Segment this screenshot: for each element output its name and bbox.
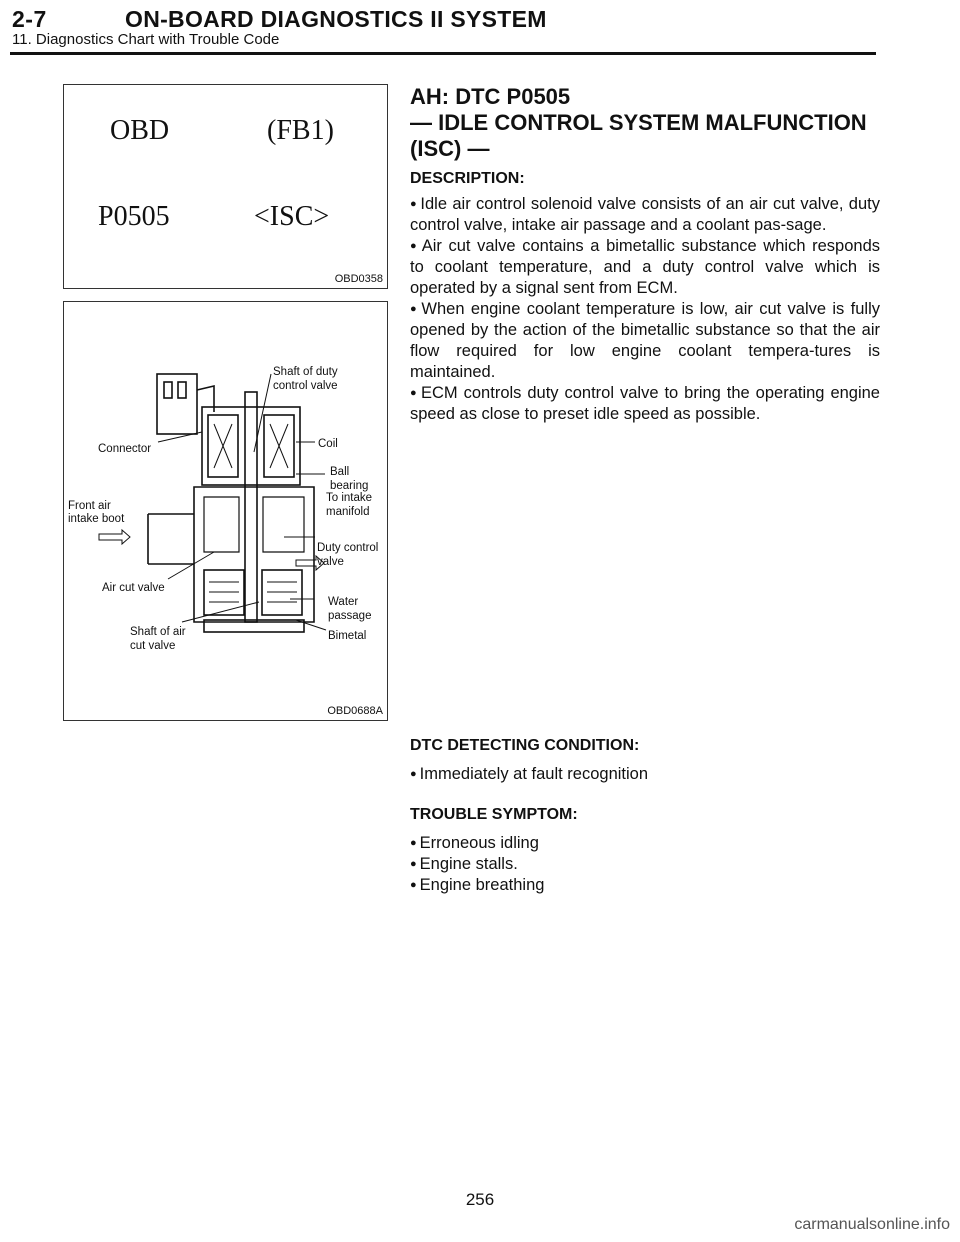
detecting-heading: DTC DETECTING CONDITION: — [410, 737, 640, 754]
section-number: 2-7 — [12, 6, 47, 32]
symptom-item: ● Engine stalls. — [410, 854, 880, 875]
label-front-air-2: intake boot — [68, 513, 125, 525]
label-air-cut: Air cut valve — [102, 582, 165, 594]
label-ball-1: Ball — [330, 466, 350, 478]
dtc-title-line3: (ISC) — — [410, 136, 490, 161]
figure-id: OBD0358 — [334, 273, 383, 285]
dtc-title-line2: — IDLE CONTROL SYSTEM MALFUNCTION — [410, 110, 867, 135]
detecting-item: ● Immediately at fault recognition — [410, 764, 880, 785]
page-title: ON-BOARD DIAGNOSTICS II SYSTEM — [125, 6, 547, 32]
dtc-code: P0505 — [98, 201, 170, 232]
label-bimetal: Bimetal — [328, 630, 367, 642]
label-duty-control-1: Duty control — [317, 542, 379, 554]
description-item: ● When engine coolant temperature is low, air cut valve is fully opened by the action of the bimetallic substance so that the air flow required for low engine coolant tempera-tures is maintained. — [410, 299, 880, 383]
description-item: ● Idle air control solenoid valve consists of an air cut valve, duty control valve, intake air passage and a coolant pas-sage. — [410, 194, 880, 236]
label-shaft-air-2: cut valve — [130, 640, 176, 652]
label-shaft-duty-1: Shaft of duty — [273, 366, 338, 378]
obd-display-figure — [63, 84, 388, 289]
header-rule — [10, 52, 876, 55]
watermark: carmanualsonline.info — [794, 1216, 950, 1233]
label-connector: Connector — [98, 443, 152, 455]
label-shaft-duty-2: control valve — [273, 380, 338, 392]
symptom-item: ● Erroneous idling — [410, 833, 880, 854]
label-shaft-air-1: Shaft of air — [130, 626, 186, 638]
label-to-intake-2: manifold — [326, 506, 370, 518]
isc-valve-diagram — [63, 301, 388, 721]
symptom-section — [410, 806, 880, 896]
label-coil: Coil — [318, 438, 338, 450]
figure-id: OBD0688A — [327, 705, 383, 717]
label-to-intake-1: To intake — [326, 492, 373, 504]
label-water-2: passage — [328, 610, 372, 622]
detecting-section — [410, 737, 880, 785]
isc-label: <ISC> — [254, 201, 330, 232]
label-front-air-1: Front air — [68, 500, 111, 512]
page-number: 256 — [465, 1190, 495, 1209]
diagram-labels — [68, 366, 378, 652]
label-duty-control-2: valve — [317, 556, 344, 568]
content-column — [410, 84, 880, 425]
symptom-heading: TROUBLE SYMPTOM: — [410, 806, 578, 823]
description-heading: DESCRIPTION: — [410, 170, 525, 187]
fb1-label: (FB1) — [267, 115, 334, 146]
label-water-1: Water — [328, 596, 359, 608]
dtc-title-line1: AH: DTC P0505 — [410, 84, 571, 109]
description-item: ● Air cut valve contains a bimetallic substance which responds to coolant temperature, and a duty control valve which is operated by a signal sent from ECM. — [410, 236, 880, 299]
symptom-item: ● Engine breathing — [410, 875, 880, 896]
description-item: ● ECM controls duty control valve to bring the operating engine speed as close to preset idle speed as possible. — [410, 383, 880, 425]
label-ball-2: bearing — [330, 480, 369, 492]
obd-label: OBD — [110, 115, 170, 146]
page-subtitle: 11. Diagnostics Chart with Trouble Code — [12, 31, 280, 48]
